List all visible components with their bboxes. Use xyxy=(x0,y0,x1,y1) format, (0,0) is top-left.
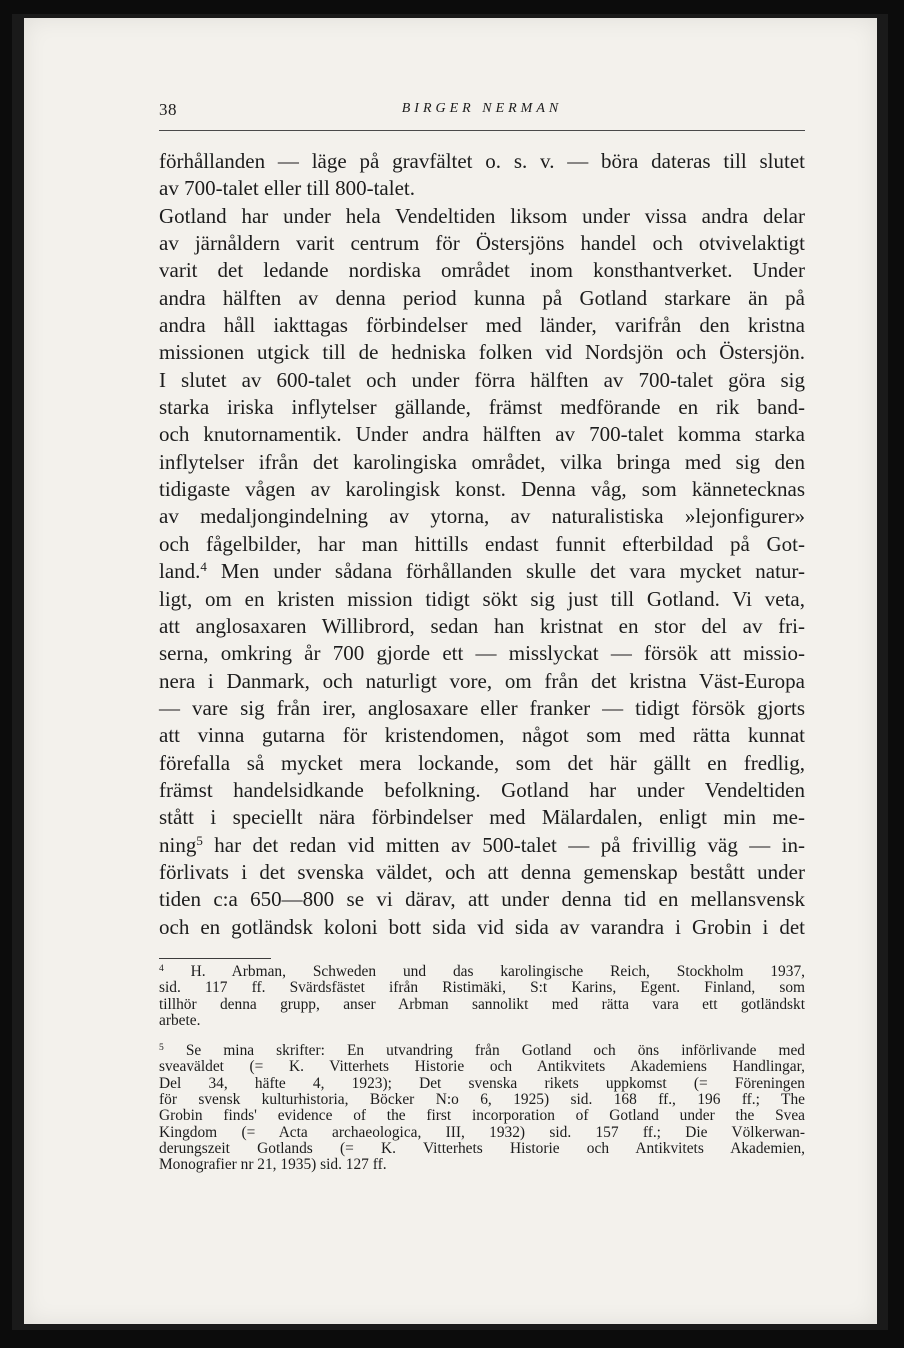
text-line: andra håll iakttagas förbindelser med länder, varifrån den kristna xyxy=(159,313,805,338)
footnote-text: Del 34, häfte 4, 1923); Det svenska rikets uppkomst (= Föreningen xyxy=(159,1074,805,1092)
text-line: förefalla så mycket mera lockande, som det här gällt en fredlig, xyxy=(159,750,805,775)
footnote xyxy=(159,964,805,1029)
text-segment: Men under sådana förhållanden skulle det vara mycket natur- xyxy=(206,559,805,584)
footnote-line xyxy=(159,997,805,1013)
text-line: tiden c:a 650—800 se vi därav, att under denna tid en mellansvensk xyxy=(159,887,805,912)
text-line xyxy=(159,832,805,859)
text-line: missionen utgick till de hedniska folken vid Nordsjön och Östersjön. xyxy=(159,340,805,365)
text-segment: land. xyxy=(159,559,201,584)
footnote-reference[interactable]: 4 xyxy=(200,559,207,574)
text-line: att anglosaxaren Willibrord, sedan han kristnat en stor del av fri- xyxy=(159,613,805,638)
text-segment: har det redan vid mitten av 500-talet — på frivillig väg — in- xyxy=(202,832,805,857)
footnote-line xyxy=(159,1059,805,1075)
footnote-rule xyxy=(159,958,271,959)
text-line: stått i speciellt nära förbindelser med Mälardalen, enligt min me- xyxy=(159,805,805,830)
text-line: och knutornamentik. Under andra hälften av 700-talet komma starka xyxy=(159,422,805,447)
text-line: andra hälften av denna period kunna på Gotland starkare än på xyxy=(159,285,805,310)
text-line: starka iriska inflytelser gällande, främst medförande en rik band- xyxy=(159,395,805,420)
footnote-text: sid. 117 ff. Svärdsfästet ifrån Ristimäki, S:t Karins, Egent. Finland, som xyxy=(159,979,805,997)
text-line: av 700-talet eller till 800-talet. xyxy=(159,176,415,201)
text-line: ligt, om en kristen mission tidigt sökt sig just till Gotland. Vi veta, xyxy=(159,586,805,611)
text-line: av järnåldern varit centrum för Östersjöns handel och otvivelaktigt xyxy=(159,231,805,256)
footnote-marker: 4 xyxy=(159,962,164,974)
footnote-line xyxy=(159,1092,805,1108)
footnote-text: tillhör denna grupp, anser Arbman sannolikt med rätta vara ett gotländskt xyxy=(159,995,805,1013)
footnote-line xyxy=(159,1043,805,1059)
footnote-text: arbete. xyxy=(159,1011,201,1029)
footnote-line xyxy=(159,1141,805,1157)
footnote-text: H. Arbman, Schweden und das karolingische Reich, Stockholm 1937, xyxy=(190,963,805,980)
footnote-reference[interactable]: 5 xyxy=(196,832,203,848)
footnotes xyxy=(159,964,805,1174)
footnote-marker: 5 xyxy=(159,1041,164,1053)
text-line: och en gotländsk koloni bott sida vid sida av varandra i Grobin i det xyxy=(159,914,805,939)
text-line: främst handelsidkande befolkning. Gotland har under Vendeltiden xyxy=(159,777,805,802)
body-text xyxy=(159,148,805,941)
footnote-line xyxy=(159,1076,805,1092)
running-head-author: BIRGER NERMAN xyxy=(401,101,563,116)
text-line: och fågelbilder, har man hittills endast funnit efterbildad på Got- xyxy=(159,531,805,556)
text-line: inflytelser ifrån det karolingiska området, vilka bringa med sig den xyxy=(159,449,805,474)
footnote-text: derungszeit Gotlands (= K. Vitterhets Historie och Antikvitets Akademien, xyxy=(159,1139,805,1157)
footnote-text: sveaväldet (= K. Vitterhets Historie och Antikvitets Akademiens Handlingar, xyxy=(159,1058,805,1076)
text-line: förhållanden — läge på gravfältet o. s. v. — böra dateras till slutet xyxy=(159,149,805,173)
footnote-line xyxy=(159,1013,805,1029)
text-line: serna, omkring år 700 gjorde ett — misslyckat — försök att missio- xyxy=(159,641,805,666)
text-line: — vare sig från irer, anglosaxare eller franker — tidigt försök gjorts xyxy=(159,695,805,720)
footnote-line xyxy=(159,1108,805,1124)
footnote-line xyxy=(159,964,805,980)
footnote xyxy=(159,1043,805,1173)
text-line: Gotland har under hela Vendeltiden liksom under vissa andra delar xyxy=(159,203,805,228)
text-line: förlivats i det svenska väldet, och att denna gemenskap bestått under xyxy=(159,859,805,884)
text-line: varit det ledande nordiska området inom konsthantverket. Under xyxy=(159,258,805,283)
text-line: av medaljongindelning av ytorna, av naturalistiska »lejonfigurer» xyxy=(159,504,805,529)
text-line xyxy=(159,558,805,585)
text-line: nera i Danmark, och naturligt vore, om från det kristna Väst-Europa xyxy=(159,668,805,693)
footnote-line xyxy=(159,1157,805,1173)
footnote-text: Grobin finds' evidence of the first incorporation of Gotland under the Svea xyxy=(159,1107,805,1125)
footnote-text: Kingdom (= Acta archaeologica, III, 1932) sid. 157 ff.; Die Völkerwan- xyxy=(159,1123,805,1141)
footnote-text: Monografier nr 21, 1935) sid. 127 ff. xyxy=(159,1156,387,1174)
footnote-line xyxy=(159,980,805,996)
footnote-text: för svensk kulturhistoria, Böcker N:o 6, 1925) sid. 168 ff., 196 ff.; The xyxy=(159,1091,805,1109)
text-line: tidigaste vågen av karolingisk konst. Denna våg, som kännetecknas xyxy=(159,477,805,502)
text-line: I slutet av 600-talet och under förra hälften av 700-talet göra sig xyxy=(159,367,805,392)
book-page xyxy=(24,18,877,1324)
page-number: 38 xyxy=(159,100,177,119)
text-line: att vinna gutarna för kristendomen, något som med rätta kunnat xyxy=(159,723,805,748)
running-header xyxy=(159,100,805,131)
text-segment: ning xyxy=(159,832,197,857)
footnote-text: Se mina skrifter: En utvandring från Gotland och öns införlivande med xyxy=(185,1042,805,1060)
footnote-line xyxy=(159,1125,805,1141)
